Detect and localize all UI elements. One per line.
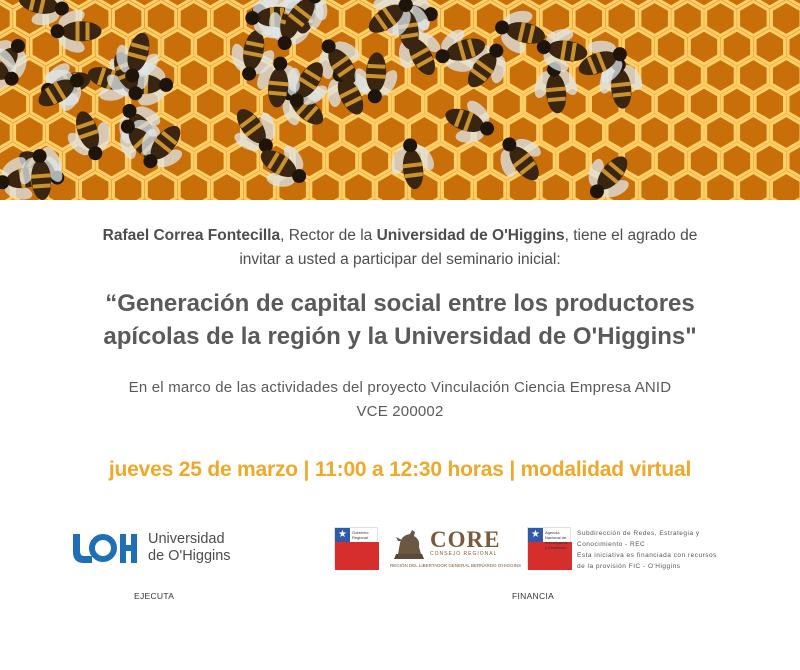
honeycomb-cell	[113, 2, 142, 36]
honeycomb-cell	[459, 144, 489, 178]
seminar-title-line2: apícolas de la región y la Universidad de O'Higgins"	[103, 323, 697, 350]
honeycomb-cell	[179, 116, 208, 150]
rec-line2: Conocimiento - REC	[577, 541, 646, 548]
honeycomb-cell	[377, 116, 407, 150]
honeycomb-cell	[393, 87, 422, 121]
honeycomb-cell	[196, 30, 226, 64]
honeycomb-cell	[0, 87, 28, 121]
header-photo	[0, 0, 800, 200]
honeycomb-cell	[212, 2, 241, 36]
honeycomb-cell	[179, 173, 208, 201]
honeycomb-cell	[673, 59, 703, 93]
core-logo	[390, 527, 522, 569]
honeycomb-cell	[772, 116, 800, 150]
honeycomb-cell	[558, 144, 588, 178]
rector-name: Rafael Correa Fontecilla	[102, 227, 281, 244]
honeycomb-cell	[212, 116, 241, 150]
core-subtitle: CONSEJO REGIONAL	[430, 551, 498, 557]
honeycomb-cell	[377, 173, 407, 201]
seminar-title	[40, 287, 760, 353]
uoh-logo	[70, 528, 231, 568]
core-wordmark: CORE	[430, 527, 501, 552]
honeycomb-cell	[656, 87, 685, 121]
honeycomb-cell	[81, 173, 110, 201]
honeycomb-cell	[344, 2, 374, 36]
honeycomb-cell	[163, 30, 193, 64]
honeycomb-cell	[360, 144, 389, 178]
honeycomb-cell	[755, 30, 784, 64]
honeycomb-cell	[607, 2, 636, 36]
anid-logo	[527, 527, 571, 569]
university-name: Universidad de O'Higgins	[376, 227, 565, 244]
gobierno-regional-logo	[334, 527, 378, 569]
honeycomb-cell	[755, 87, 784, 121]
honeycomb-bees-illustration	[0, 0, 800, 200]
honeycomb-cell	[755, 144, 784, 178]
honeycomb-cell	[624, 30, 653, 64]
honeycomb-cell	[443, 173, 472, 201]
star-icon: ★	[531, 529, 540, 540]
honeycomb-cell	[689, 87, 718, 121]
honeycomb-cell	[656, 30, 685, 64]
honeycomb-cell	[656, 144, 685, 178]
rec-line1: Subdirección de Redes, Estrategia y	[577, 530, 700, 537]
context-line1: En el marco de las actividades del proyecto Vinculación Ciencia Empresa ANID	[128, 379, 672, 396]
honeycomb-cell	[673, 173, 703, 201]
seminar-title-line1: “Generación de capital social entre los productores	[105, 290, 695, 317]
event-schedule: jueves 25 de marzo | 11:00 a 12:30 horas | modalidad virtual	[108, 458, 692, 481]
invitation-text	[40, 224, 760, 272]
honeycomb-cell	[772, 2, 800, 36]
role-suffix: , tiene el agrado de	[564, 227, 698, 244]
star-icon: ★	[338, 529, 347, 540]
role-prefix: , Rector de la	[280, 227, 377, 244]
honeycomb-cell	[541, 173, 570, 201]
gobierno-regional-label: Gobierno Regional	[352, 530, 369, 540]
honeycomb-cell	[722, 87, 751, 121]
invitation-line2: invitar a usted a participar del seminario inicial:	[239, 251, 561, 268]
honeycomb-cell	[739, 173, 769, 201]
honeycomb-cell	[772, 59, 800, 93]
honeycomb-cell	[179, 2, 208, 36]
rec-line4: de la provisión FIC - O'Higgins	[577, 563, 681, 570]
context-line2: VCE 200002	[356, 403, 444, 420]
uoh-mark-icon	[70, 530, 140, 566]
funding-logos	[334, 527, 571, 569]
anid-label: Agencia Nacional de Investigación y Desarrollo	[545, 530, 569, 550]
honeycomb-cell	[344, 116, 374, 150]
uoh-name-line1: Universidad	[148, 531, 225, 547]
core-region: REGIÓN DEL LIBERTADOR GENERAL BERNARDO O'HIGGINS	[390, 563, 522, 568]
honeycomb-cell	[196, 144, 226, 178]
monument-icon	[390, 527, 428, 561]
honeycomb-cell	[739, 2, 769, 36]
honeycomb-cell	[689, 30, 718, 64]
honeycomb-cell	[541, 116, 570, 150]
financia-label: FINANCIA	[512, 591, 555, 601]
honeycomb-cell	[706, 2, 736, 36]
honeycomb-cell	[574, 2, 603, 36]
honeycomb-cell	[706, 116, 736, 150]
honeycomb-cell	[706, 59, 736, 93]
honeycomb-cell	[146, 173, 175, 201]
honeycomb-cell	[574, 116, 603, 150]
honeycomb-cell	[673, 116, 703, 150]
honeycomb-cell	[492, 87, 522, 121]
honeycomb-cell	[689, 144, 718, 178]
rec-line3: Esta iniciativa es financiada con recursos	[577, 552, 717, 559]
honeycomb-cell	[311, 173, 341, 201]
honeycomb-cell	[673, 2, 703, 36]
honeycomb-cell	[624, 144, 653, 178]
ejecuta-label: EJECUTA	[134, 591, 175, 601]
honeycomb-cell	[146, 2, 175, 36]
honeycomb-cell	[212, 173, 241, 201]
honeycomb-cell	[739, 116, 769, 150]
honeycomb-cell	[640, 2, 670, 36]
honeycomb-cell	[706, 173, 736, 201]
honeycomb-cell	[640, 59, 670, 93]
honeycomb-cell	[640, 173, 670, 201]
honeycomb-cell	[179, 59, 208, 93]
honeycomb-cell	[640, 116, 670, 150]
honeycomb-cell	[15, 116, 44, 150]
honeycomb-cell	[722, 30, 751, 64]
honeycomb-cell	[344, 173, 374, 201]
honeycomb-cell	[508, 59, 537, 93]
honeycomb-cell	[722, 144, 751, 178]
honeycomb-cell	[113, 173, 142, 201]
honeycomb-cell	[163, 87, 193, 121]
honeycomb-cell	[607, 116, 636, 150]
honeycomb-cell	[196, 87, 226, 121]
honeycomb-cell	[772, 173, 800, 201]
uoh-name-line2: de O'Higgins	[148, 548, 231, 564]
honeycomb-cell	[475, 173, 504, 201]
project-context	[40, 376, 760, 424]
honeycomb-cell	[327, 144, 356, 178]
honeycomb-cell	[739, 59, 769, 93]
rec-funding-note	[577, 528, 767, 572]
